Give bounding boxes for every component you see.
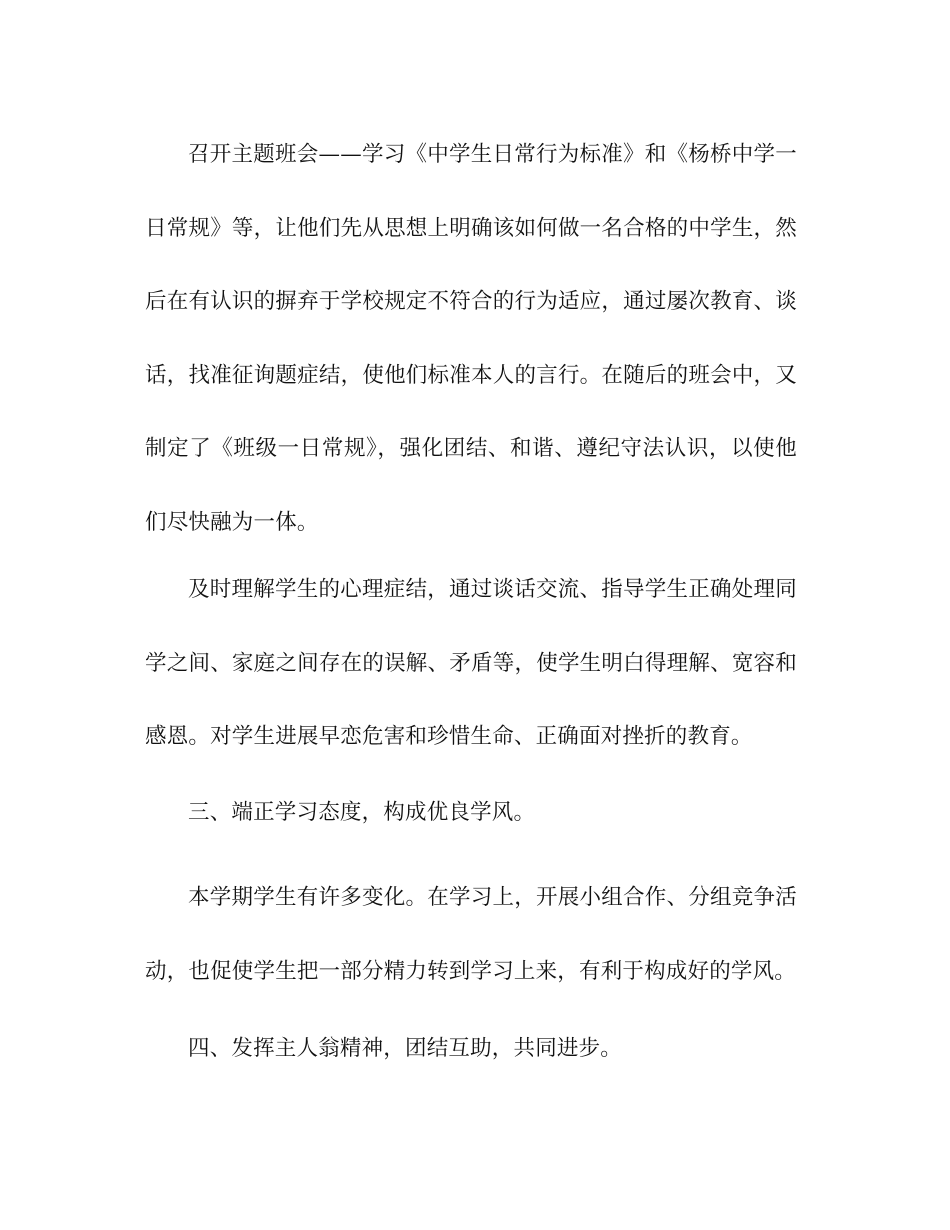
paragraph-psychology: 及时理解学生的心理症结，通过谈话交流、指导学生正确处理同学之间、家庭之间存在的误解、矛盾等，使学生明白得理解、宽容和感恩。对学生进展早恋危害和珍惜生命、正确面对挫折的教育。	[145, 577, 797, 749]
section-heading-study-attitude: 三、端正学习态度，构成优良学风。	[188, 799, 536, 825]
document-body	[145, 118, 797, 1080]
paragraph-semester-changes: 本学期学生有许多变化。在学习上，开展小组合作、分组竞争活动，也促使学生把一部分精力转到学习上来，有利于构成好的学风。	[145, 885, 797, 984]
section-heading-teamwork: 四、发挥主人翁精神，团结互助，共同进步。	[188, 1036, 623, 1061]
paragraph-class-meeting: 召开主题班会——学习《中学生日常行为标准》和《杨桥中学一日常规》等，让他们先从思想上明确该如何做一名合格的中学生，然后在有认识的摒弃于学校规定不符合的行为适应，通过屡次教育、谈话，找准征询题症结，使他们标准本人的言行。在随后的班会中，又制定了《班级一日常规》，强化团结、和谐、遵纪守法认识，以使他们尽快融为一体。	[145, 142, 797, 535]
